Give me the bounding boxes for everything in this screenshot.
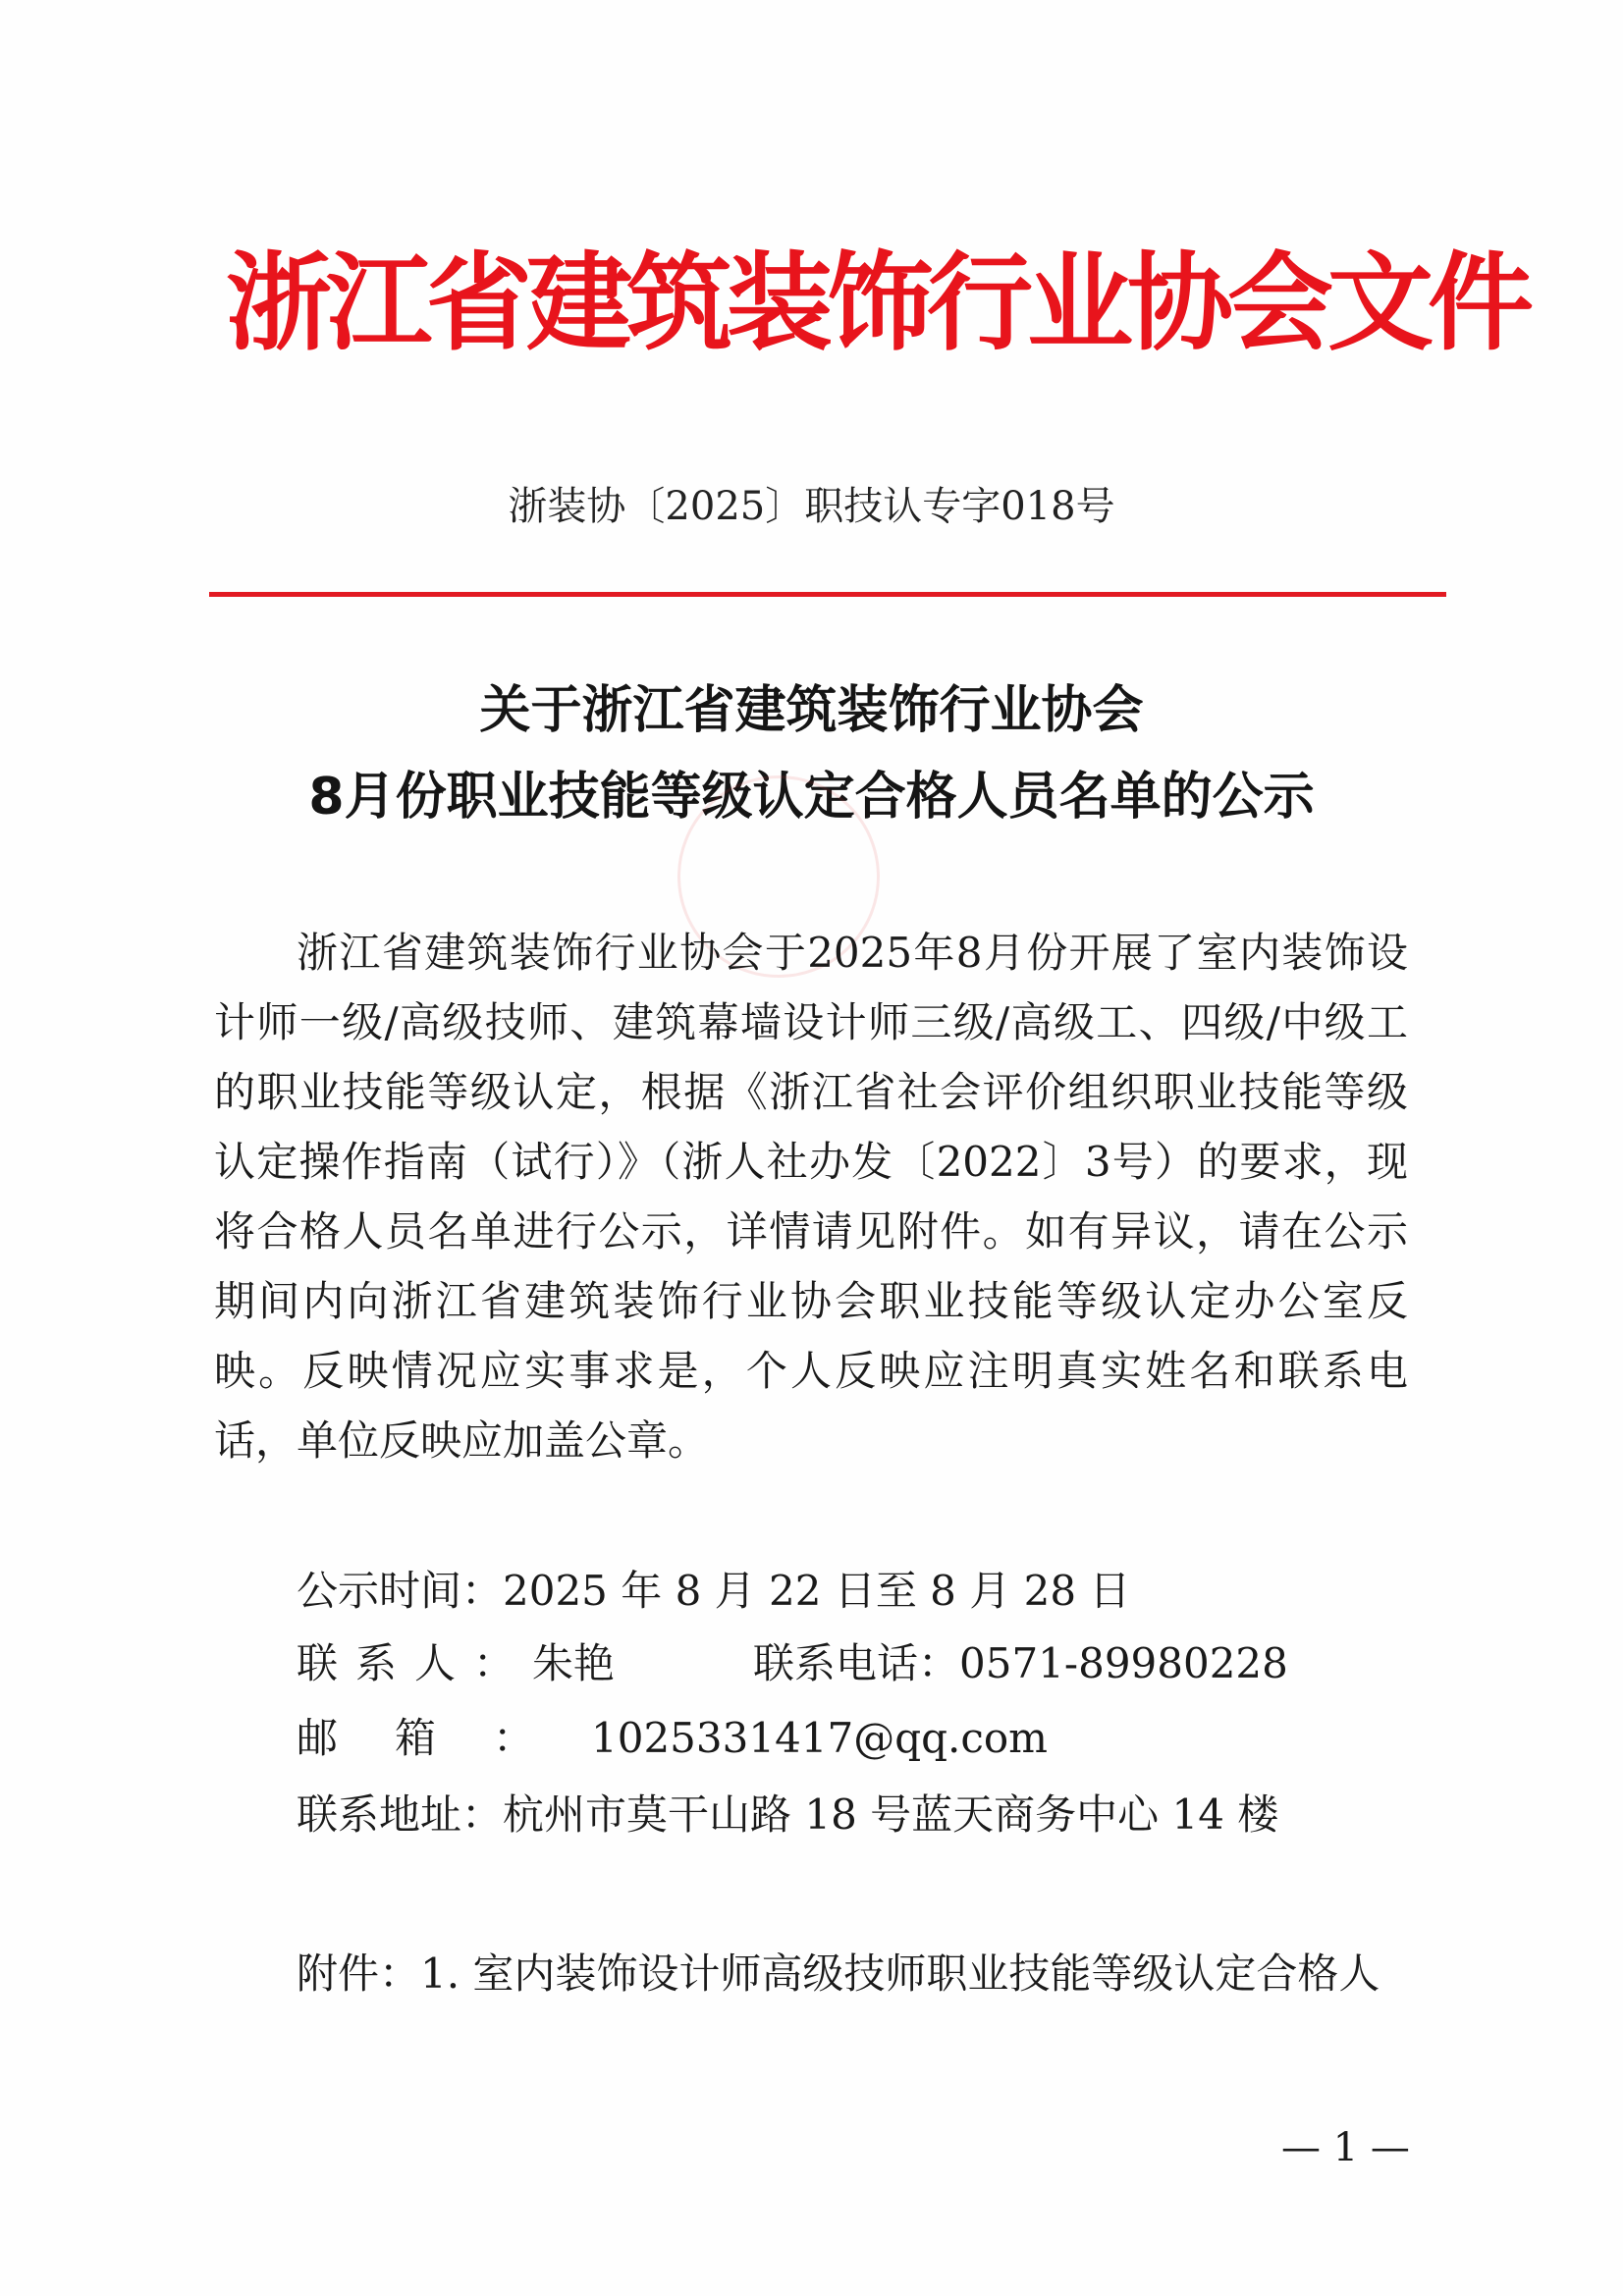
address-label: 联系地址： — [297, 1790, 504, 1839]
announcement-period-row — [297, 1561, 1130, 1622]
email-label: 邮箱： — [297, 1714, 592, 1762]
attachment-line: 附件：1. 室内装饰设计师高级技师职业技能等级认定合格人 — [297, 1949, 1380, 1998]
document-number: 浙装协〔2025〕职技认专字018号 — [508, 484, 1115, 529]
header-divider — [209, 592, 1446, 597]
contact-person-row — [297, 1633, 1288, 1694]
contact-phone-block — [753, 1633, 1288, 1694]
contact-person-label: 联系人： — [297, 1639, 533, 1687]
page-number: — 1 — — [1281, 2125, 1410, 2170]
email-row — [297, 1708, 1048, 1769]
address-row — [297, 1785, 1278, 1845]
contact-phone-label: 联系电话： — [753, 1639, 960, 1687]
announcement-period-value: 2025 年 8 月 22 日至 8 月 28 日 — [503, 1567, 1131, 1615]
announcement-period-label: 公示时间： — [297, 1567, 504, 1615]
notice-body: 浙江省建筑装饰行业协会于2025年8月份开展了室内装饰设计师一级/高级技师、建筑幕墙设计师三级/高级工、四级/中级工的职业技能等级认定，根据《浙江省社会评价组织职业技能等级认定操作指南（试行）》（浙人社办发〔2022〕3号）的要求，现将合格人员名单进行公示，详情请见附件。如有异议，请在公示期间内向浙江省建筑装饰行业协会职业技能等级认定办公室反映。反映情况应实事求是，个人反映应注明真实姓名和联系电话，单位反映应加盖公章。 — [214, 929, 1408, 1465]
org-header-title: 浙江省建筑装饰行业协会文件 — [226, 242, 1529, 365]
email-value: 1025331417@qq.com — [591, 1714, 1048, 1762]
address-value: 杭州市莫干山路 18 号蓝天商务中心 14 楼 — [503, 1790, 1279, 1839]
contact-phone-value: 0571-89980228 — [959, 1639, 1288, 1687]
notice-title-line-1: 关于浙江省建筑装饰行业协会 — [479, 681, 1144, 740]
notice-title-line-2: 8月份职业技能等级认定合格人员名单的公示 — [308, 768, 1315, 827]
contact-person-value: 朱艳 — [532, 1639, 616, 1687]
